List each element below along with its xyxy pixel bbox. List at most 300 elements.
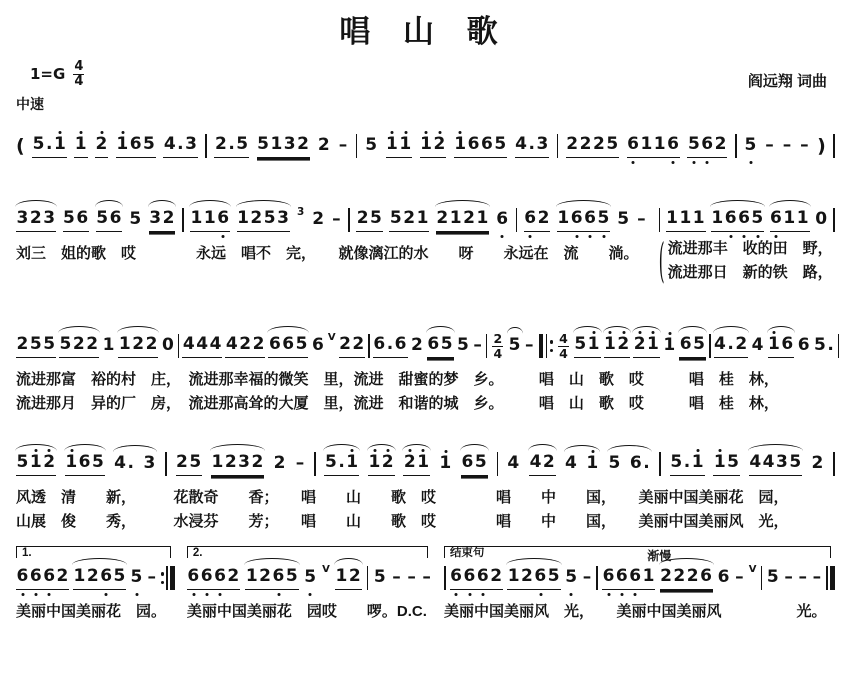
slur-arc [632, 326, 661, 333]
note-token: 2 2 2 5 [566, 134, 619, 158]
barline-stroke [596, 566, 598, 590]
octave-dot-low [749, 161, 752, 164]
note-token: 6 1 1 6 [627, 134, 680, 158]
score-segment [16, 546, 175, 624]
barline [838, 333, 840, 359]
lyric-line: 美丽中国美丽花 园。 [16, 603, 167, 620]
lyric-line: 美丽中国美丽花 园哎 啰。D.C. [186, 603, 427, 620]
slur-arc [402, 444, 431, 451]
octave-dot-low [205, 593, 208, 596]
page-title: 唱 山 歌 [339, 14, 510, 49]
octave-dot-low [602, 235, 605, 238]
barline-stroke [497, 452, 499, 476]
meter-fraction [73, 60, 84, 88]
octave-dot-high [696, 449, 699, 452]
barline [709, 333, 711, 359]
note-token: 4 [507, 452, 520, 473]
system-3 [16, 316, 835, 416]
time-signature: $\frac{4}{4}$ [559, 331, 568, 361]
note-token: 1 1 1 [666, 208, 706, 232]
key-label: 1=G [30, 65, 66, 84]
note-token: 0 [815, 208, 828, 229]
lyric-line: 流进那月 异的厂 房， 流进那高耸的大厦 里，流进 和谐的城 乡。 [16, 395, 504, 412]
notation-line [187, 563, 432, 593]
lyrics-block [16, 242, 647, 266]
octave-dot-high [668, 332, 671, 335]
bracket-label: 结束句 [449, 547, 485, 559]
note-token: 6 [797, 334, 811, 355]
slur-arc [556, 200, 611, 207]
octave-dot-low [589, 235, 592, 238]
octave-dot-high [459, 131, 462, 134]
note-token: 5 6 . [608, 453, 651, 476]
octave-dot-high [438, 131, 441, 134]
lyric-line: 流进那富 裕的村 庄， 流进那幸福的微笑 里，流进 甜蜜的梦 乡。 [16, 371, 504, 388]
meter-denominator: 4 [74, 73, 84, 89]
repeat-dots [161, 572, 164, 583]
barline-stroke [314, 452, 316, 476]
breath-mark: V [322, 563, 330, 575]
lyrics-block [16, 600, 175, 624]
note-token: 5 [373, 566, 387, 587]
note-token: 2 . 5 [214, 134, 249, 158]
note-token: 6 6 6 2 [450, 566, 503, 590]
barline-stroke [165, 452, 167, 476]
note-token: 1 2 [335, 566, 362, 590]
score-segment [16, 116, 835, 161]
note-token: 6 5 [427, 334, 454, 358]
slur-arc [244, 558, 299, 565]
tempo-change-label: 渐慢 [647, 549, 672, 563]
slur-arc [117, 326, 159, 333]
barline-stroke [348, 208, 350, 232]
notation-line [539, 331, 835, 361]
note-token: 4 1 [565, 453, 600, 476]
barline-stroke [546, 334, 548, 358]
octave-dot-low [277, 593, 280, 596]
note-token: 1 [74, 134, 87, 158]
barline-stroke [659, 452, 661, 476]
breath-mark: V [327, 331, 336, 343]
note-token: – [422, 566, 432, 587]
note-token: 1 5 [713, 452, 740, 476]
note-token: 4 4 3 5 [749, 452, 802, 476]
barline-stroke [170, 566, 175, 590]
lyrics-block [658, 233, 835, 289]
note-token: 1 6 [768, 334, 795, 358]
note-token: – [473, 334, 483, 355]
note-token: 4 . 2 [714, 334, 749, 358]
system-4 [16, 434, 835, 534]
note-token: 4 [751, 334, 765, 355]
notation-line [16, 449, 835, 479]
octave-dot-high [719, 449, 722, 452]
note-token: 2 [312, 208, 325, 229]
note-token: 5 [565, 567, 578, 590]
note-token: 5 6 2 [687, 134, 727, 158]
octave-dot-high [391, 131, 394, 134]
lyric-line: 刘三 姐的歌 哎 永远 唱不 完， 就像漓江的水 呀 永远在 流 淌。 [16, 245, 639, 262]
barline-stroke [205, 134, 207, 158]
notation-line [16, 205, 647, 235]
note-token: 5 2 1 [389, 208, 429, 232]
slur-arc [95, 200, 124, 207]
note-token: 6 [311, 334, 325, 355]
slur-arc [15, 200, 57, 207]
note-token: – [332, 208, 342, 229]
note-token: – [782, 134, 792, 155]
slur-arc [564, 445, 601, 452]
slur-arc [713, 326, 750, 333]
note-token: 4 2 2 [225, 334, 265, 358]
slur-arc [58, 326, 100, 333]
octave-dot-high [444, 450, 447, 453]
bracket-label: 2. [192, 547, 203, 559]
breath-mark: V [748, 563, 757, 575]
barline-stroke [557, 134, 559, 158]
lyrics-block [16, 368, 527, 416]
system-5 [16, 546, 835, 624]
octave-dot-high [79, 131, 82, 134]
barline-stroke [182, 208, 184, 232]
lyrics-block [539, 368, 835, 416]
note-token: 2 [273, 452, 286, 473]
octave-dot-low [672, 161, 675, 164]
note-token: 1 [439, 453, 452, 476]
score-segment [187, 546, 432, 624]
notation-line [16, 331, 535, 361]
note-token: 3 2 [149, 208, 176, 232]
slur-arc [435, 200, 490, 207]
octave-dot-low [309, 593, 312, 596]
note-token: 3 [296, 206, 305, 219]
barline-stroke [356, 134, 358, 158]
note-token: 2 2 [339, 334, 366, 358]
note-token: 1 1 6 [190, 208, 230, 232]
barline [165, 451, 167, 477]
octave-dot-low [501, 235, 504, 238]
note-token: – [812, 566, 822, 587]
tempo-label: 中速 [16, 96, 44, 112]
barline [497, 451, 499, 477]
note-token: 4 4 4 [182, 334, 222, 358]
barline-stroke [367, 566, 369, 590]
barline-stroke [833, 452, 835, 476]
note-token: 5 [129, 208, 142, 229]
note-token: – [295, 452, 305, 473]
note-token: – [582, 566, 592, 587]
slur-arc [113, 445, 158, 452]
barline [161, 565, 175, 591]
barline [596, 565, 598, 591]
octave-dot-low [632, 161, 635, 164]
slur-arc [507, 327, 522, 334]
lyric-line: 唱 山 歌 哎 唱 桂 林， [538, 395, 779, 412]
slur-arc [678, 326, 707, 333]
note-token: 2 [811, 452, 824, 473]
note-token: 1 2 5 3 [237, 208, 290, 232]
barline-stroke [516, 208, 518, 232]
barline [833, 451, 835, 477]
slur-arc [659, 558, 714, 565]
key-signature [30, 60, 84, 88]
barline [314, 451, 316, 477]
note-token: 0 [161, 334, 175, 355]
note-token: 6 [496, 209, 509, 232]
barline-stroke [830, 566, 835, 590]
barline [205, 133, 207, 159]
note-token: – [407, 566, 417, 587]
note-token: 2 2 2 6 [660, 566, 713, 590]
lyrics-brace: ( [658, 233, 665, 289]
octave-dot-high [59, 131, 62, 134]
note-token: 5 . 1 [324, 452, 359, 476]
note-token: – [392, 566, 402, 587]
barline [516, 207, 518, 233]
note-token: 1 [663, 335, 676, 358]
octave-dot-low [756, 235, 759, 238]
barline-stroke [444, 566, 446, 590]
lyric-line: 流进那丰 收的田 野， [667, 240, 833, 257]
octave-dot-low [468, 593, 471, 596]
barline-stroke [166, 566, 168, 590]
barline [182, 207, 184, 233]
octave-dot-high [100, 131, 103, 134]
barline-stroke [368, 334, 370, 358]
octave-dot-low [219, 593, 222, 596]
note-token: 1 6 6 5 [557, 208, 610, 232]
note-token: 1 6 5 [116, 134, 156, 158]
note-token: – [525, 334, 535, 355]
note-token: 5 [766, 566, 780, 587]
note-token: 4 2 [529, 452, 556, 476]
slur-arc [460, 444, 489, 451]
lyrics-block [187, 600, 432, 624]
parenthesis: ( [16, 135, 25, 157]
notation-line [16, 563, 175, 593]
slur-arc [334, 558, 363, 565]
barline-stroke [833, 208, 835, 232]
barline-stroke [761, 566, 763, 590]
barline-stroke [659, 208, 661, 232]
note-token: 6 1 1 [770, 208, 810, 232]
octave-dot-low [706, 161, 709, 164]
barline [444, 565, 446, 591]
barline-stroke [709, 334, 711, 358]
note-token: 1 2 3 2 [211, 452, 264, 476]
slur-arc [15, 444, 57, 451]
note-token: 1 1 [386, 134, 413, 158]
barline [367, 565, 369, 591]
barline [826, 565, 835, 591]
octave-dot-low [35, 593, 38, 596]
barline [356, 133, 358, 159]
note-token: 5 6 [63, 208, 90, 232]
note-token: 2 1 [633, 334, 660, 358]
notation-line [444, 563, 835, 593]
barline [348, 207, 350, 233]
note-token: – [800, 134, 810, 155]
notation-line [659, 205, 835, 235]
barline [486, 333, 488, 359]
slur-arc [426, 326, 455, 333]
slur-arc [189, 200, 231, 207]
octave-dot-high [404, 131, 407, 134]
note-token: 1 6 5 [65, 452, 105, 476]
octave-dot-low [775, 235, 778, 238]
note-token: 5 . [814, 334, 835, 355]
repeat-dots [550, 340, 553, 351]
slur-arc [607, 445, 652, 452]
bracket-label: 1. [22, 547, 32, 559]
barline-stroke [178, 334, 180, 358]
note-token: 6 . 6 [373, 334, 408, 358]
barline [833, 133, 835, 159]
octave-dot-high [121, 131, 124, 134]
lyric-line: 唱 山 歌 哎 唱 桂 林， [538, 371, 779, 388]
score-segment [658, 190, 835, 289]
note-token: – [765, 134, 775, 155]
volta-bracket [187, 546, 428, 558]
octave-dot-low [729, 235, 732, 238]
slur-arc [769, 200, 811, 207]
note-token: 4 . 3 [515, 134, 550, 158]
barline [557, 133, 559, 159]
note-token: 3 2 3 [16, 208, 56, 232]
note-token: 1 2 2 [118, 334, 158, 358]
slur-arc [267, 326, 309, 333]
slur-arc [367, 444, 396, 451]
note-token: 2 5 [356, 208, 383, 232]
meter-numerator: 4 [74, 59, 84, 74]
slur-arc [210, 444, 265, 451]
note-token: 1 [102, 334, 115, 355]
octave-dot-low [48, 593, 51, 596]
note-token: 5 [617, 208, 630, 229]
barline [178, 333, 180, 359]
note-token: 1 2 [368, 452, 395, 476]
octave-dot-low [135, 593, 138, 596]
note-token: 1 2 6 5 [73, 566, 126, 590]
lyric-line: 风透 清 新， 花散奇 香； 唱 山 歌 哎 唱 中 国， 美丽中国美丽花 园， [16, 489, 789, 506]
slur-arc [72, 558, 127, 565]
octave-dot-low [455, 593, 458, 596]
note-token: 6 2 [524, 208, 551, 232]
lyric-line: 流进那日 新的铁 路， [667, 264, 833, 281]
note-token: 1 6 6 5 [711, 208, 764, 232]
barline [659, 451, 661, 477]
note-token: 5 . 1 [670, 452, 705, 476]
note-token: 6 6 6 1 [602, 566, 655, 590]
system-1 [16, 116, 835, 161]
note-token: 1 2 [420, 134, 447, 158]
octave-dot-low [21, 593, 24, 596]
note-token: 1 2 [604, 334, 631, 358]
score-segment [444, 546, 835, 624]
note-token: 6 5 [461, 452, 488, 476]
note-token: 6 [717, 566, 730, 587]
note-token: 5 [304, 567, 317, 590]
parenthesis: ) [817, 135, 826, 157]
note-token: – [637, 208, 647, 229]
barline [735, 133, 737, 159]
barline [368, 333, 370, 359]
barline-stroke [486, 334, 488, 358]
note-token: 5 1 3 2 [257, 134, 310, 158]
note-token: 2 5 5 [16, 334, 56, 358]
octave-dot-low [607, 593, 610, 596]
lyric-line: 山展 俊 秀， 水浸芬 芳； 唱 山 歌 哎 唱 中 国， 美丽中国美丽风 光， [16, 513, 789, 530]
barline-stroke [833, 134, 835, 158]
note-token: 2 5 [176, 452, 203, 476]
note-token: 4 . 3 [163, 134, 198, 158]
slur-arc [236, 200, 291, 207]
score-segment [16, 316, 535, 416]
note-token: 5 1 [574, 334, 601, 358]
note-token: 2 [95, 134, 108, 158]
volta-bracket [444, 546, 831, 558]
note-token: 4 . 3 [114, 453, 157, 476]
note-token: 2 1 2 1 [436, 208, 489, 232]
octave-dot-low [570, 593, 573, 596]
octave-dot-low [482, 593, 485, 596]
slur-arc [148, 200, 177, 207]
note-token: 1 2 6 5 [507, 566, 560, 590]
note-token: 1 6 6 5 [454, 134, 507, 158]
octave-dot-low [693, 161, 696, 164]
note-token: 1 2 6 5 [245, 566, 298, 590]
note-token: – [798, 566, 808, 587]
barline-stroke [539, 334, 544, 358]
note-token: – [784, 566, 794, 587]
slur-arc [767, 326, 796, 333]
octave-dot-low [621, 593, 624, 596]
barline-stroke [838, 334, 840, 358]
slur-arc [323, 444, 360, 451]
barline [539, 333, 553, 359]
note-token: 6 6 6 2 [16, 566, 69, 590]
system-2 [16, 190, 835, 289]
note-token: 2 [317, 134, 331, 155]
octave-dot-low [634, 593, 637, 596]
note-token: – [338, 134, 348, 155]
slur-arc [573, 326, 602, 333]
octave-dot-low [192, 593, 195, 596]
barline [833, 207, 835, 233]
note-token: 5 1 2 [16, 452, 56, 476]
octave-dot-low [539, 593, 542, 596]
octave-dot-high [425, 131, 428, 134]
note-token: 5 [365, 134, 378, 155]
barline-stroke [826, 566, 828, 590]
note-token: 5 6 [96, 208, 123, 232]
slur-arc [710, 200, 765, 207]
barline-stroke [735, 134, 737, 158]
note-token: 5 [508, 335, 521, 358]
score-segment [16, 434, 835, 534]
octave-dot-low [105, 593, 108, 596]
slur-arc [64, 444, 106, 451]
slur-arc [748, 444, 803, 451]
octave-dot-low [222, 235, 225, 238]
slur-arc [528, 444, 557, 451]
note-token: 6 6 6 2 [187, 566, 240, 590]
note-token: 5 [744, 135, 757, 158]
lyric-line: 美丽中国美丽风 光， 美丽中国美丽风 光。 [443, 603, 827, 620]
lyrics-block [16, 486, 835, 534]
note-token: 2 1 [403, 452, 430, 476]
notation-line [16, 131, 835, 161]
